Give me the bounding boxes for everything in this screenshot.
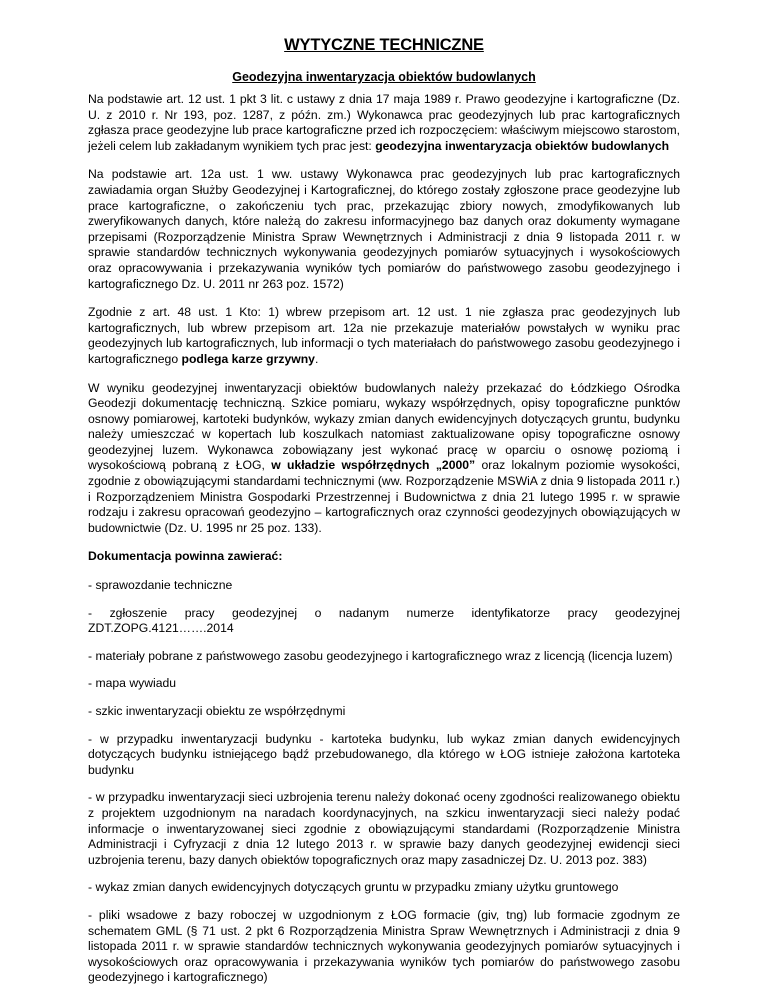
- paragraph-text: Na podstawie art. 12 ust. 1 pkt 3 lit. c ustawy z dnia 17 maja 1989 r. Prawo geodezyjne i kartograficzne (Dz. U. z 2010 r. Nr 193, poz. 1287, z późn. zm.) Wykonawca prac geodezyjnych lub prac kartograficznych zgłasza prace geodezyjne lub prace kartograficzne przed ich rozpoczęciem: właściwym miejscowo starostom, jeżeli celem lub zakładanym wynikiem tych prac jest:: [88, 92, 680, 153]
- list-item: - sprawozdanie techniczne: [88, 578, 233, 593]
- list-item: - wykaz zmian danych ewidencyjnych dotyczących gruntu w przypadku zmiany użytku gruntowego: [88, 880, 619, 895]
- paragraph-text: Zgodnie z art. 48 ust. 1 Kto: 1) wbrew przepisom art. 12 ust. 1 nie zgłasza prac geodezyjnych lub kartograficznych, lub wbrew przepisom art. 12a nie przekazuje materiałów powstałych w wyniku prac geodezyjnych lub kartograficznych, lub informacji o tych materiałach do państwowego zasobu geodezyjnego i kartograficznego: [88, 305, 680, 366]
- paragraph-legal-basis: [88, 92, 680, 154]
- paragraph-notification: Na podstawie art. 12a ust. 1 ww. ustawy Wykonawca prac geodezyjnych lub prac kartograficznych zawiadamia organ Służby Geodezyjnej i Kartograficznej, do którego zostały zgłoszone prace geodezyjne lub prace kartograficzne, o zakończeniu tych prac, przekazując zbiory nowych, zmodyfikowanych lub zweryfikowanych danych, które należą do zakresu informacyjnego baz danych oraz dokumenty wymagane przepisami (Rozporządzenie Ministra Spraw Wewnętrznych i Administracji z dnia 9 listopada 2011 r. w sprawie standardów technicznych wykonywania geodezyjnych pomiarów sytuacyjnych i wysokościowych oraz opracowywania i przekazywania wyników tych pomiarów do państwowego zasobu geodezyjnego i kartograficznego Dz. U. 2011 nr 263 poz. 1572): [88, 167, 680, 291]
- paragraph-text: W wyniku geodezyjnej inwentaryzacji obiektów budowlanych należy przekazać do Łódzkiego Ośrodka Geodezji dokumentację techniczną. Szkice pomiaru, wykazy współrzędnych, opisy topograficzne punktów osnowy pomiarowej, kartoteki budynków, wykazy zmian danych ewidencyjnych dotyczących gruntu, budynku należy umieszczać w kopertach lub koszulkach natomiast zaktualizowane opisy topograficzne osnowy geodezyjnej luzem. Wykonawca zobowiązany jest wykonać pracę w oparciu o osnowę poziomą i wysokościową pobraną z ŁOG,: [88, 380, 680, 473]
- list-item: - zgłoszenie pracy geodezyjnej o nadanym numerze identyfikatorze pracy geodezyjnej ZDT.ZOPG.4121…….2014: [88, 605, 680, 636]
- paragraph-bold-text: podlega karze grzywny: [181, 351, 315, 366]
- paragraph-text-after: oraz lokalnym poziomie wysokości, zgodnie z obowiązującymi standardami technicznymi (ww. Rozporządzenie MSWiA z dnia 9 listopada 2011 r.) i Rozporządzeniem Ministra Gospodarki Przestrzennej i Budownictwa z dnia 21 lutego 1995 r. w sprawie rodzaju i zakresu opracowań geodezyjno – kartograficznych oraz czynności geodezyjnych obowiązujących w budownictwie (Dz. U. 1995 nr 25 poz. 133).: [88, 458, 680, 535]
- list-item: - mapa wywiadu: [88, 676, 177, 691]
- paragraph-bold-text: w układzie współrzędnych „2000”: [271, 458, 476, 473]
- list-item: - w przypadku inwentaryzacji budynku - kartoteka budynku, lub wykaz zmian danych ewidencyjnych dotyczących budynku istniejącego bądź przebudowanego, dla którego w ŁOG istnieje założona kartoteka budynku: [88, 731, 680, 777]
- paragraph-documentation-transfer: [88, 381, 680, 537]
- list-heading: Dokumentacja powinna zawierać:: [88, 549, 283, 564]
- list-item: - szkic inwentaryzacji obiektu ze współrzędnymi: [88, 704, 346, 718]
- paragraph-penalty: [88, 305, 680, 367]
- paragraph-text-after: .: [314, 351, 319, 366]
- list-item: - w przypadku inwentaryzacji sieci uzbrojenia terenu należy dokonać oceny zgodności realizowanego obiektu z projektem uzgodnionym na naradach koordynacyjnych, na szkicu inwentaryzacji sieci należy podać informacje o inwentaryzowanej sieci zgodnie z obowiązującymi standardami (Rozporządzenie Ministra Administracji i Cyfryzacji z dnia 12 lutego 2013 r. w sprawie bazy danych geodezyjnej ewidencji sieci uzbrojenia terenu, bazy danych obiektów topograficznych oraz mapy zasadniczej Dz. U. 2013 poz. 383): [88, 790, 680, 867]
- document-title: WYTYCZNE TECHNICZNE: [284, 36, 484, 54]
- paragraph-bold-text: geodezyjna inwentaryzacja obiektów budowlanych: [375, 138, 670, 153]
- document-subtitle: Geodezyjna inwentaryzacja obiektów budowlanych: [232, 70, 536, 84]
- list-item: - materiały pobrane z państwowego zasobu geodezyjnego i kartograficznego wraz z licencją (licencja luzem): [88, 648, 673, 663]
- list-item: - pliki wsadowe z bazy roboczej w uzgodnionym z ŁOG formacie (giv, tng) lub formacie zgodnym ze schematem GML (§ 71 ust. 2 pkt 6 Rozporządzenia Ministra Spraw Wewnętrznych i Administracji z dnia 9 listopada 2011 r. w sprawie standardów technicznych wykonywania geodezyjnych pomiarów sytuacyjnych i wysokościowych oraz opracowywania i przekazywania wyników tych pomiarów do państwowego zasobu geodezyjnego i kartograficznego): [88, 907, 680, 985]
